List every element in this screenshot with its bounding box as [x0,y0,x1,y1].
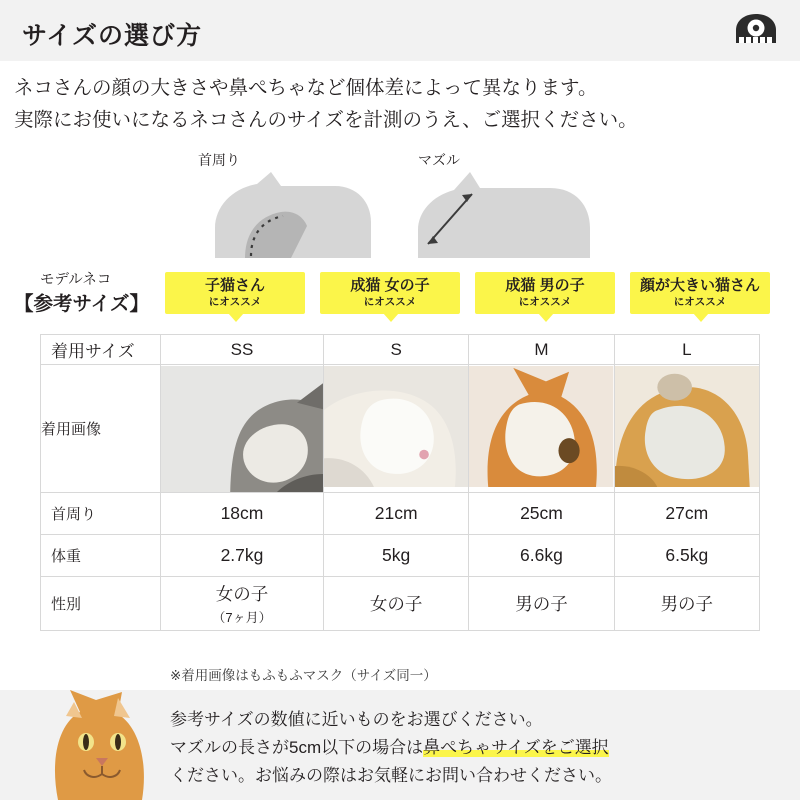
size-table [40,334,760,631]
neck-diagram [185,172,380,258]
table-row-weight [41,535,760,577]
row-header-size: 着用サイズ [41,335,161,365]
row-header-photo: 着用画像 [41,365,161,493]
callout-m-sub: にオススメ [518,296,572,308]
cell-photo-s [323,365,468,493]
page-header [0,0,800,62]
cat-photo-ss [161,366,323,492]
callout-ss-main: 子猫さん [204,277,265,294]
muzzle-measure-label: マズル [418,152,460,168]
table-row-neck [41,493,760,535]
table-note: ※着用画像はもふもふマスク（サイズ同一） [170,668,437,683]
callout-s-main: 成猫 女の子 [350,277,430,294]
cat-photo-l [615,366,759,492]
callout-l-sub: にオススメ [673,296,727,308]
cell-gender-s: 女の子 [323,577,468,631]
cell-gender-m: 男の子 [469,577,614,631]
table-row-gender [41,577,760,631]
cell-gender-ss-value: 女の子 [215,584,269,604]
cell-size-ss: SS [161,335,324,365]
intro-text [14,72,794,136]
size-callouts [165,272,785,320]
callout-ss-sub: にオススメ [208,296,262,308]
bottom-line-1: 参考サイズの数値に近いものをお選びください。 [170,710,543,729]
cell-weight-ss: 2.7kg [161,535,324,577]
bottom-line-2b-highlight: 鼻ぺちゃサイズをご選択 [423,738,609,757]
model-cat-label: モデルネコ [40,272,112,288]
measurement-diagram [185,150,615,260]
cell-weight-m: 6.6kg [469,535,614,577]
cell-size-s: S [323,335,468,365]
cell-gender-ss-age: （7ヶ月） [212,610,272,625]
cat-photo-m [469,366,613,492]
cell-neck-s: 21cm [323,493,468,535]
bottom-cat-photo [40,690,160,800]
intro-line-2: 実際にお使いになるネコさんのサイズを計測のうえ、ご選択ください。 [14,109,638,131]
cell-neck-ss: 18cm [161,493,324,535]
cell-neck-m: 25cm [469,493,614,535]
cell-size-l: L [614,335,759,365]
cell-gender-ss [161,577,324,631]
muzzle-diagram [410,172,605,258]
callout-m [475,272,615,314]
cell-weight-l: 6.5kg [614,535,759,577]
cell-size-m: M [469,335,614,365]
bottom-panel [0,690,800,800]
callout-l [630,272,770,314]
bottom-line-2a: マズルの長さが5cm以下の場合は [170,738,424,757]
row-header-weight: 体重 [41,535,161,577]
row-header-neck: 首周り [41,493,161,535]
neck-measure-label: 首周り [198,152,240,168]
cell-photo-m [469,365,614,493]
callout-s-sub: にオススメ [363,296,417,308]
table-row-photos [41,365,760,493]
measuring-tape-icon [734,13,778,49]
cell-neck-l: 27cm [614,493,759,535]
reference-size-title: 【参考サイズ】 [14,293,149,315]
callout-l-main: 顔が大きい猫さん [639,277,760,294]
table-row-size [41,335,760,365]
row-header-gender: 性別 [41,577,161,631]
intro-line-1: ネコさんの顔の大きさや鼻ぺちゃなど個体差によって異なります。 [14,77,598,99]
cell-weight-s: 5kg [323,535,468,577]
callout-s [320,272,460,314]
cell-photo-ss [161,365,324,493]
bottom-line-3: ください。お悩みの際はお気軽にお問い合わせください。 [170,766,612,785]
callout-ss [165,272,305,314]
bottom-line-2 [170,734,785,762]
cell-photo-l [614,365,759,493]
bottom-guidance-text [170,706,785,790]
callout-m-main: 成猫 男の子 [505,277,585,294]
page-title: サイズの選び方 [22,22,203,50]
cell-gender-l: 男の子 [614,577,759,631]
cat-photo-s [324,366,468,492]
